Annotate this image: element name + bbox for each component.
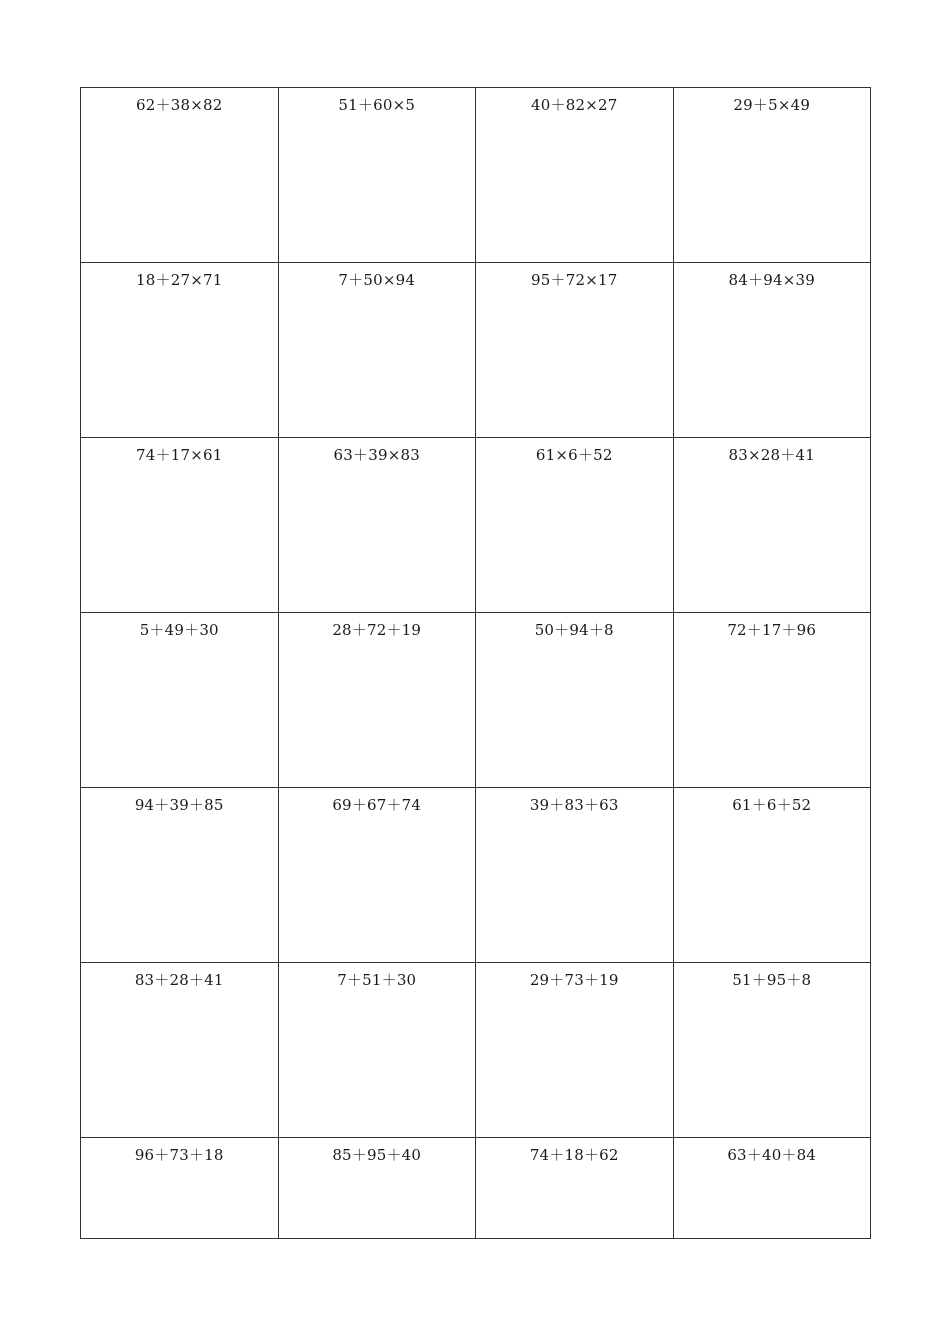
problem-row <box>81 788 871 963</box>
problem-cell: 29＋73＋19 <box>476 963 674 1138</box>
problem-cell: 84＋94×39 <box>673 263 871 438</box>
problem-cell: 96＋73＋18 <box>81 1138 279 1239</box>
problem-cell: 74＋17×61 <box>81 438 279 613</box>
problem-row <box>81 263 871 438</box>
problem-cell: 28＋72＋19 <box>278 613 476 788</box>
problem-cell: 61＋6＋52 <box>673 788 871 963</box>
problem-row <box>81 1138 871 1239</box>
problem-grid <box>80 87 871 1239</box>
problem-cell: 50＋94＋8 <box>476 613 674 788</box>
problem-cell: 29＋5×49 <box>673 88 871 263</box>
problem-cell: 94＋39＋85 <box>81 788 279 963</box>
problem-cell: 83×28＋41 <box>673 438 871 613</box>
problem-cell: 7＋50×94 <box>278 263 476 438</box>
problem-row <box>81 88 871 263</box>
problem-cell: 51＋60×5 <box>278 88 476 263</box>
problem-cell: 61×6＋52 <box>476 438 674 613</box>
problem-cell: 74＋18＋62 <box>476 1138 674 1239</box>
problem-row <box>81 438 871 613</box>
problem-row <box>81 963 871 1138</box>
problem-cell: 51＋95＋8 <box>673 963 871 1138</box>
problem-cell: 95＋72×17 <box>476 263 674 438</box>
problem-cell: 72＋17＋96 <box>673 613 871 788</box>
problem-cell: 5＋49＋30 <box>81 613 279 788</box>
problem-cell: 18＋27×71 <box>81 263 279 438</box>
problem-cell: 62＋38×82 <box>81 88 279 263</box>
problem-cell: 40＋82×27 <box>476 88 674 263</box>
problem-cell: 83＋28＋41 <box>81 963 279 1138</box>
problem-cell: 39＋83＋63 <box>476 788 674 963</box>
problem-row <box>81 613 871 788</box>
problem-cell: 85＋95＋40 <box>278 1138 476 1239</box>
problem-cell: 7＋51＋30 <box>278 963 476 1138</box>
problem-cell: 69＋67＋74 <box>278 788 476 963</box>
problem-cell: 63＋39×83 <box>278 438 476 613</box>
problem-cell: 63＋40＋84 <box>673 1138 871 1239</box>
